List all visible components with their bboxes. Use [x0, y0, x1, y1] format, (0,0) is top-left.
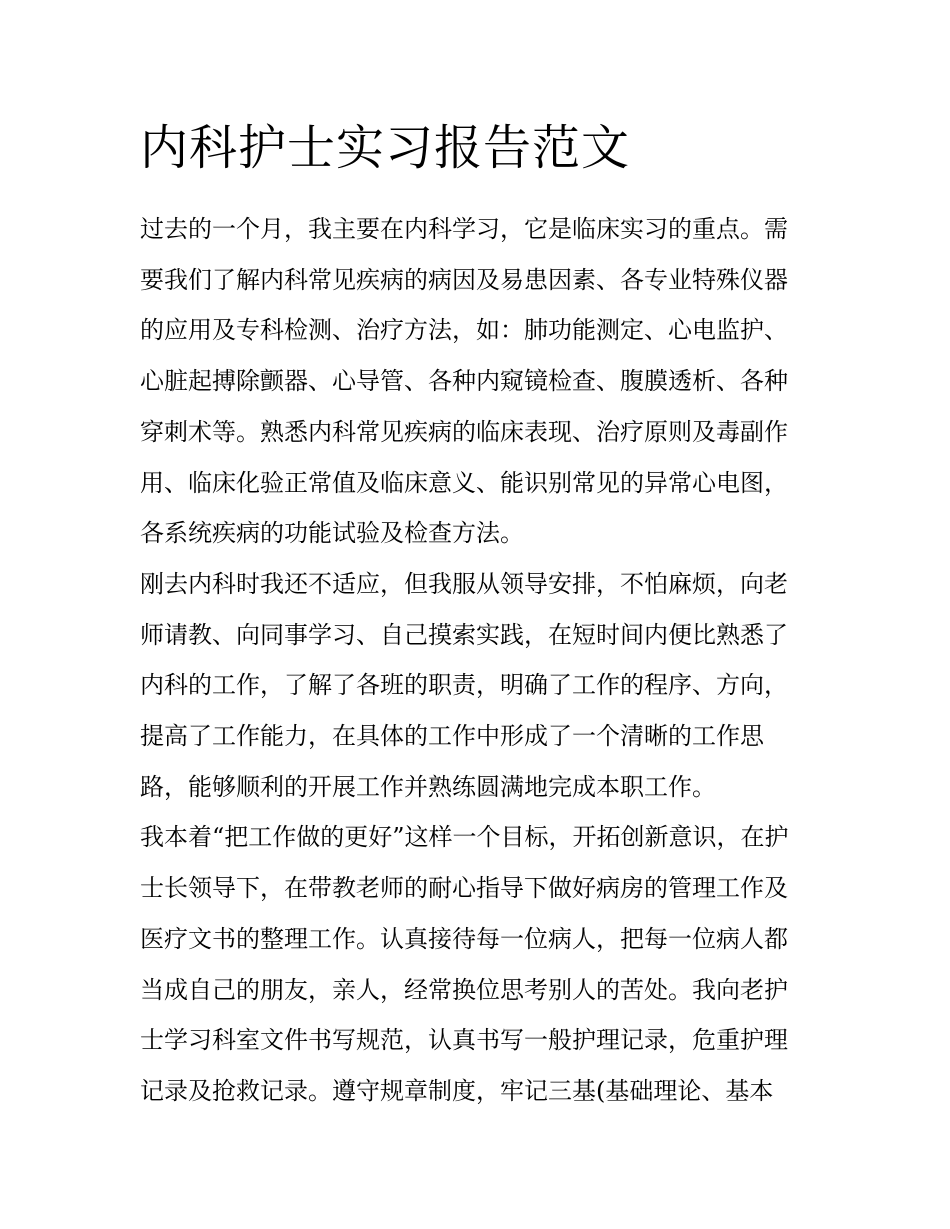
text-line: 刚去内科时我还不适应，但我服从领导安排，不怕麻烦，向老	[140, 569, 788, 598]
text-line: 穿刺术等。熟悉内科常见疾病的临床表现、治疗原则及毒副作	[140, 417, 788, 446]
text-line: 要我们了解内科常见疾病的病因及易患因素、各专业特殊仪器	[140, 265, 788, 294]
text-line: 记录及抢救记录。遵守规章制度，牢记三基(基础理论、基本	[140, 1076, 774, 1105]
text-line: 师请教、向同事学习、自己摸索实践，在短时间内便比熟悉了	[140, 620, 788, 649]
document-page	[140, 112, 812, 1117]
text-line: 士长领导下，在带教老师的耐心指导下做好病房的管理工作及	[140, 874, 788, 903]
text-line: 各系统疾病的功能试验及检查方法。	[140, 519, 524, 548]
text-line: 心脏起搏除颤器、心导管、各种内窥镜检查、腹膜透析、各种	[140, 367, 788, 396]
paragraph-1	[140, 204, 812, 559]
text-line: 我本着“把工作做的更好”这样一个目标，开拓创新意识，在护	[140, 823, 789, 852]
text-line: 过去的一个月，我主要在内科学习，它是临床实习的重点。需	[140, 215, 788, 243]
paragraph-2	[140, 559, 812, 813]
text-line: 士学习科室文件书写规范，认真书写一般护理记录，危重护理	[140, 1026, 788, 1055]
text-line: 内科的工作，了解了各班的职责，明确了工作的程序、方向，	[140, 671, 788, 700]
text-line: 用、临床化验正常值及临床意义、能识别常见的异常心电图，	[140, 468, 788, 497]
text-line: 提高了工作能力，在具体的工作中形成了一个清晰的工作思	[140, 722, 764, 751]
text-line: 的应用及专科检测、治疗方法，如：肺功能测定、心电监护、	[140, 316, 788, 345]
document-title: 内科护士实习报告范文	[140, 120, 631, 176]
text-line: 医疗文书的整理工作。认真接待每一位病人，把每一位病人都	[140, 924, 788, 953]
text-line: 当成自己的朋友，亲人，经常换位思考别人的苦处。我向老护	[140, 975, 788, 1004]
text-line: 路，能够顺利的开展工作并熟练圆满地完成本职工作。	[140, 772, 716, 801]
paragraph-3	[140, 812, 812, 1116]
